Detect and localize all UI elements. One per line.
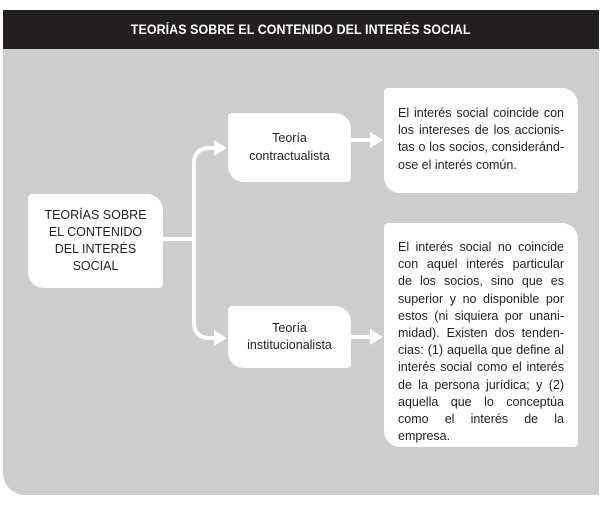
node-institucionalista (228, 306, 351, 368)
root-node (28, 194, 163, 288)
arrowhead-upper-right (370, 132, 383, 148)
arrowhead-lower-right (370, 329, 383, 345)
desc-contractualista (384, 88, 578, 193)
node-contractualista-label: Teoría contractualista (249, 131, 330, 163)
root-node-label: TEORÍAS SOBRE EL CONTENIDO DEL INTERÉS SOCIAL (44, 207, 147, 274)
diagram-title: TEORÍAS SOBRE EL CONTENIDO DEL INTERÉS SOCIAL (131, 22, 471, 37)
arrowhead-upper-branch (214, 140, 227, 156)
desc-institucionalista-text: El interés social no coincide con aquel interés particular de los socios, sino que es superior y no disponible por estos (ni siquiera por unanimidad). Existen dos tendencias: (1) aquella que define al interés social como el interés de la persona jurídica; y (2) aquella que lo conceptúa como el interés de la empresa. (398, 240, 564, 444)
connector-upper-branch (194, 148, 217, 239)
desc-institucionalista (384, 223, 578, 447)
node-contractualista (228, 113, 351, 182)
arrowhead-lower-branch (214, 330, 227, 346)
diagram-panel (3, 10, 599, 495)
connector-lower-branch (194, 239, 217, 338)
desc-contractualista-text: El interés social coincide con los intereses de los accionistas o los socios, considerándose el interés común. (398, 106, 564, 172)
node-institucionalista-label: Teoría institucionalista (247, 320, 332, 352)
